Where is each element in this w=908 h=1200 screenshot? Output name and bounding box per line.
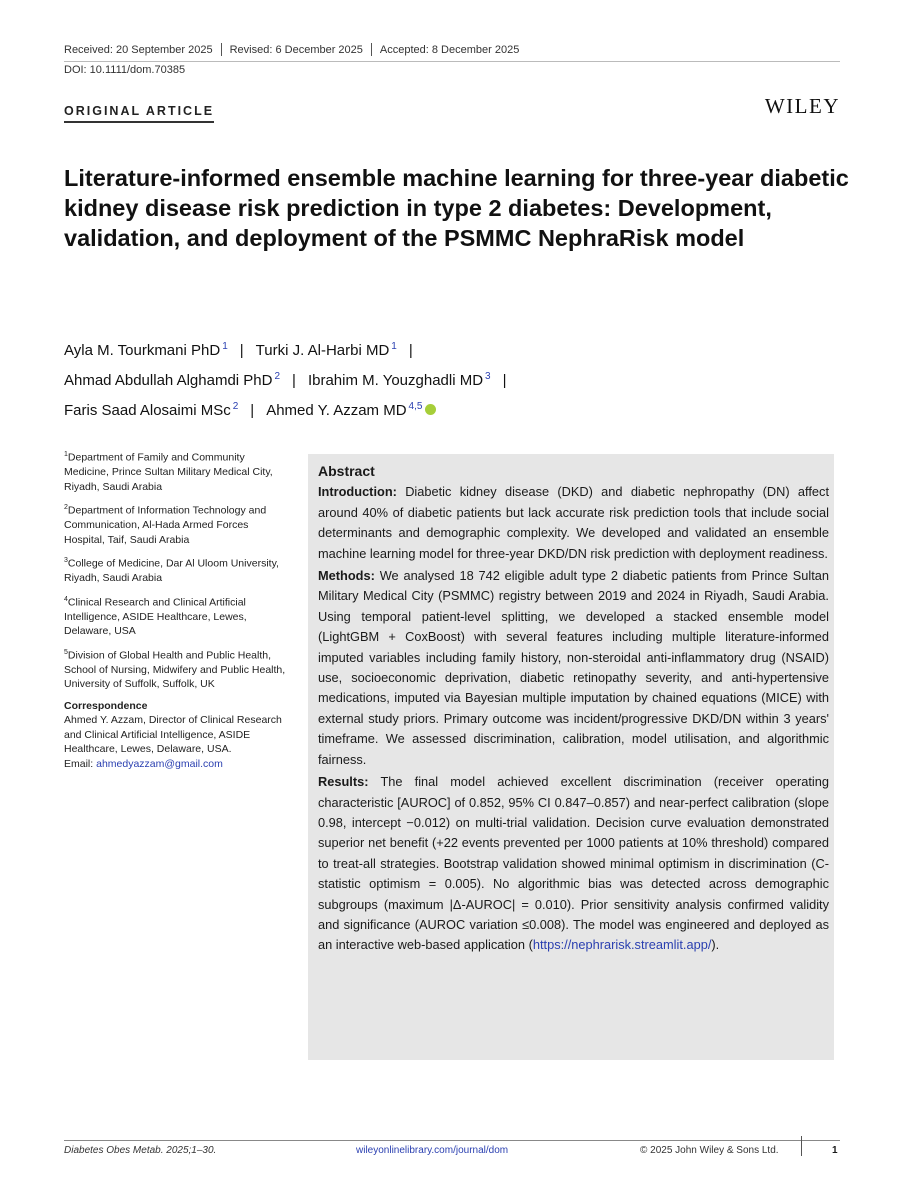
publisher-logo: WILEY bbox=[764, 94, 840, 118]
author-affiliation[interactable]: 1 bbox=[391, 341, 397, 352]
affiliation-item: $^4$Clinical Research and Clinical Artificial Intelligence, ASIDE Healthcare, Lewes, Delaware, USA bbox=[64, 595, 247, 637]
author-name[interactable]: Ibrahim M. Youzghadli MD bbox=[307, 372, 484, 389]
header-rule bbox=[64, 61, 840, 62]
received-date: Received: 20 September 2025 bbox=[64, 43, 213, 56]
author-line-3: Faris Saad Alosaimi MSc $^2$ | Ahmed Y. Azzam MD $^{4,5}$ bbox=[64, 394, 864, 424]
affiliation-item: $^3$College of Medicine, Dar Al Uloom University, Riyadh, Saudi Arabia bbox=[64, 557, 279, 584]
author-affiliation[interactable]: 2 bbox=[274, 371, 281, 382]
author-affiliation[interactable]: 4,5 bbox=[408, 401, 423, 412]
abstract-results: Results: The final model achieved excellent discrimination (receiver operating characteristic [AUROC] of 0.852, 95% CI 0.847–0.857) and near-perfect calibration (slope 0.98, intercept −0.012) on multi-trial validation. Decision curve evaluation demonstrated superior net benefit (+22 events prevented per 1000 patients at 10% threshold) compared to treat-all strategies. Bootstrap validation showed minimal optimism in discrimination (C-statistic optimism = 0.005). No algorithmic bias was detected across demographic subgroups (maximum |Δ-AUROC| = 0.010). Prior sensitivity analysis confirmed validity and significance (AUROC variation ≤0.008). The model was engineered and deployed as an interactive web-based application (https://nephrarisk.streamlit.app/). bbox=[318, 774, 830, 953]
author-name[interactable]: Ahmed Y. Azzam MD bbox=[266, 402, 407, 419]
abstract bbox=[318, 461, 829, 958]
author-line-1: Ayla M. Tourkmani PhD $^1$ | Turki J. Al-Harbi MD $^1$ | bbox=[64, 341, 413, 359]
app-link[interactable]: https://nephrarisk.streamlit.app/ bbox=[532, 937, 712, 953]
author-name[interactable]: Turki J. Al-Harbi MD bbox=[255, 342, 390, 359]
author-name[interactable]: Faris Saad Alosaimi MSc bbox=[64, 402, 231, 419]
correspondence-heading: Correspondence bbox=[64, 699, 148, 712]
date-separator bbox=[221, 43, 222, 56]
author-name[interactable]: Ayla M. Tourkmani PhD bbox=[64, 342, 221, 359]
author-name[interactable]: Ahmad Abdullah Alghamdi PhD bbox=[64, 372, 273, 389]
correspondence-email-row: Email: ahmedyazzam@gmail.com bbox=[64, 757, 223, 770]
article-dates bbox=[64, 43, 519, 56]
abstract-methods: Methods: We analysed 18 742 eligible adult type 2 diabetic patients from Prince Sultan Military Medical City (PSMMC) registry between 2019 and 2024 in Riyadh, Saudi Arabia. Using temporal patient-level splitting, we developed a stacked ensemble model (LightGBM + CoxBoost) with several features including multiple literature-informed imputed variables including family history, non-steroidal anti-inflammatory drug (NSAID) use, socioeconomic deprivation, diabetic retinopathy severity, and anti-hypertensive medications, imputed via Bayesian multiple imputation by chained equations (MICE) with external study priors. Primary outcome was incident/progressive DKD/DN within 3 years' timeframe. We assessed discrimination, calibration, model utilisation, and algorithmic fairness. bbox=[318, 568, 829, 767]
author-line-2: Ahmad Abdullah Alghamdi PhD $^2$ | Ibrahim M. Youzghadli MD $^3$ | bbox=[64, 371, 507, 389]
orcid-icon[interactable] bbox=[425, 404, 436, 415]
article-type: ORIGINAL ARTICLE bbox=[64, 104, 214, 123]
journal-citation: Diabetes Obes Metab. 2025;1–30. bbox=[64, 1145, 217, 1156]
footer-rule bbox=[64, 1140, 840, 1141]
author-affiliation[interactable]: 2 bbox=[232, 401, 239, 412]
revised-date: Revised: 6 December 2025 bbox=[229, 43, 363, 56]
abstract-heading: Abstract bbox=[318, 463, 375, 479]
footer-separator bbox=[801, 1136, 802, 1156]
affiliation-item: $^2$Department of Information Technology and Communication, Al-Hada Armed Forces Hospital, Taif, Saudi Arabia bbox=[64, 504, 267, 546]
author-list bbox=[64, 334, 864, 424]
affiliation-item: $^5$Division of Global Health and Public Health, School of Nursing, Midwifery and Public Health, University of Suffolk, Suffolk, UK bbox=[64, 648, 286, 690]
correspondence-text: Ahmed Y. Azzam, Director of Clinical Research and Clinical Artificial Intelligence, ASIDE Healthcare, Lewes, Delaware, USA. bbox=[64, 714, 282, 755]
page-number: 1 bbox=[832, 1145, 838, 1156]
abstract-introduction: Introduction: Diabetic kidney disease (DKD) and diabetic nephropathy (DN) affect around 40% of diabetic patients but lack accurate risk prediction tools that include social determinants and demographic complexity. We developed and validated an ensemble machine learning model for three-year DKD/DN risk prediction with deployment readiness. bbox=[318, 484, 829, 561]
accepted-date: Accepted: 8 December 2025 bbox=[379, 43, 520, 56]
author-affiliation[interactable]: 3 bbox=[485, 371, 491, 382]
copyright: © 2025 John Wiley & Sons Ltd. bbox=[640, 1145, 779, 1156]
email-link[interactable]: ahmedyazzam@gmail.com bbox=[96, 757, 223, 770]
journal-url[interactable]: wileyonlinelibrary.com/journal/dom bbox=[356, 1145, 509, 1156]
affiliations bbox=[64, 448, 289, 771]
affiliation-item: $^1$Department of Family and Community Medicine, Prince Sultan Military Medical City, Riyadh, Saudi Arabia bbox=[64, 451, 273, 493]
date-separator bbox=[371, 43, 372, 56]
author-affiliation[interactable]: 1 bbox=[222, 341, 228, 352]
article-title: Literature-informed ensemble machine learning for three-year diabetic kidney disease risk prediction in type 2 diabetes: Development, validation, and deployment of the PSMMC NephraRisk model bbox=[64, 165, 849, 251]
doi[interactable]: DOI: 10.1111/dom.70385 bbox=[64, 64, 186, 76]
